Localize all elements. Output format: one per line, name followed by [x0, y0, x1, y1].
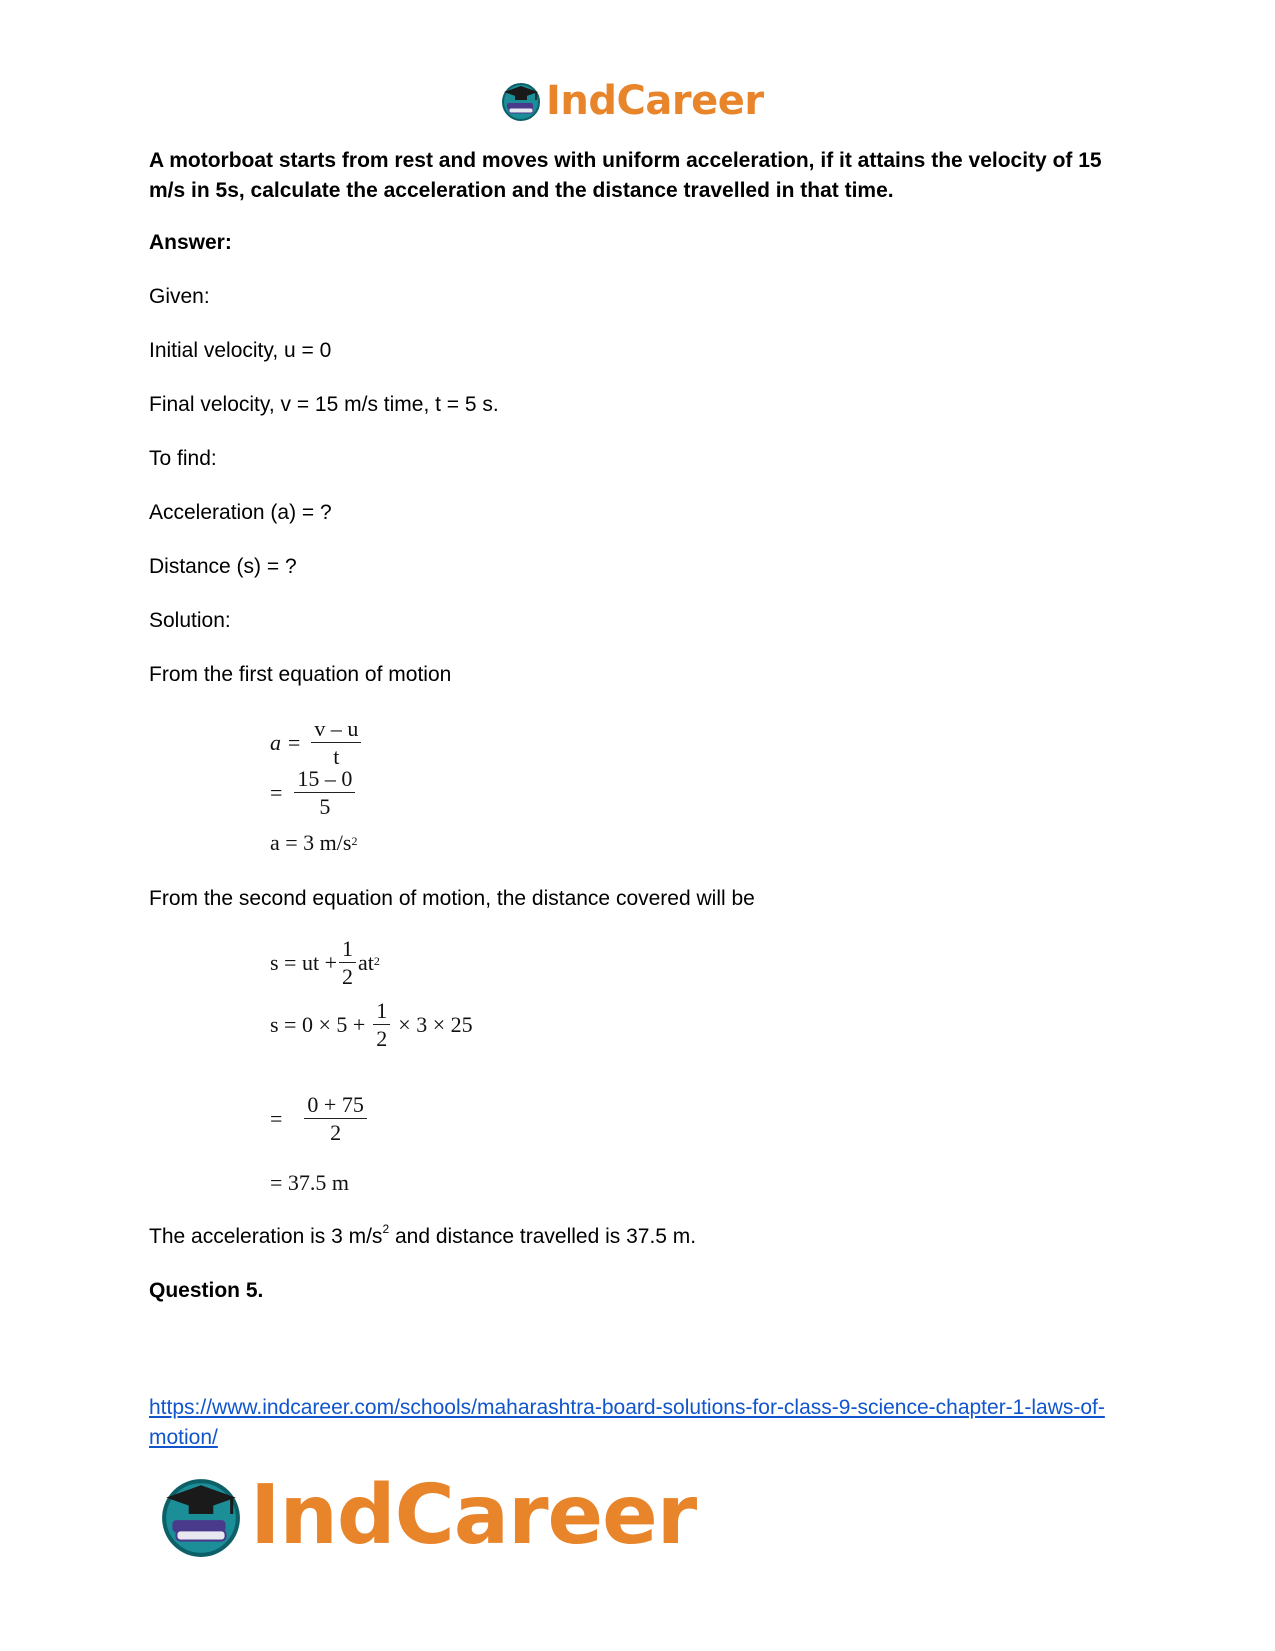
- eq1-frac1-numerator: v – u: [311, 718, 361, 743]
- initial-velocity: Initial velocity, u = 0: [149, 339, 332, 362]
- eq1-frac2-numerator: 15 – 0: [294, 768, 355, 793]
- eq1-result: a = 3 m/s: [270, 830, 352, 855]
- eq2-line1-denominator: 2: [342, 964, 353, 989]
- solution-label: Solution:: [149, 609, 231, 632]
- eq2-line2-suffix: × 3 × 25: [398, 1012, 473, 1037]
- eq2-line2-fraction: [373, 1000, 390, 1050]
- distance-find: Distance (s) = ?: [149, 555, 297, 578]
- conclusion-part-a: The acceleration is 3 m/s: [149, 1225, 383, 1248]
- eq1-lhs: a =: [270, 730, 302, 755]
- conclusion-part-b: and distance travelled is 37.5 m.: [389, 1225, 697, 1248]
- next-question-label: Question 5.: [149, 1279, 264, 1302]
- answer-label: Answer:: [149, 231, 232, 254]
- eq2-line1-fraction: [339, 938, 356, 988]
- eq2-line4-result: = 37.5 m: [270, 1170, 350, 1195]
- eq2-line1-suffix: at: [358, 950, 374, 975]
- eq2-line3-prefix: =: [270, 1106, 283, 1131]
- brand-logo-bottom: [158, 1468, 696, 1563]
- brand-name: IndCareer: [546, 78, 764, 124]
- first-equation-intro: From the first equation of motion: [149, 663, 452, 686]
- eq2-line1-numerator: 1: [339, 938, 356, 963]
- equation-block-distance: s = ut + $\frac{1}{2}$ at $^2$ s = 0 × 5 + $\frac{1}{2}$ × 3 × 25 = $\frac{0 + 75}{2}$ = 37.5 m: [270, 936, 473, 1195]
- source-url-link[interactable]: https://www.indcareer.com/schools/maharashtra-board-solutions-for-class-9-science-chapter-1-laws-of-motion/: [149, 1396, 1105, 1449]
- brand-name-large: IndCareer: [250, 1468, 697, 1563]
- brand-logo-top: [500, 78, 764, 124]
- question-text: A motorboat starts from rest and moves with uniform acceleration, if it attains the velocity of 15 m/s in 5s, calculate the acceleration and the distance travelled in that time.: [149, 149, 1102, 202]
- eq1-frac1-denominator: t: [333, 744, 340, 769]
- eq2-line3-fraction: [304, 1094, 366, 1144]
- eq2-line1-prefix: s = ut +: [270, 950, 337, 975]
- eq1-frac2-denominator: 5: [319, 794, 331, 819]
- given-label: Given:: [149, 285, 210, 308]
- eq1-fraction-2: [294, 768, 355, 818]
- second-equation-intro: From the second equation of motion, the distance covered will be: [149, 887, 755, 910]
- eq2-line3-denominator: 2: [330, 1120, 342, 1145]
- eq1-equals: =: [270, 780, 283, 805]
- graduation-book-globe-icon: [158, 1473, 244, 1559]
- conclusion-text: [149, 1222, 696, 1252]
- final-velocity: Final velocity, v = 15 m/s time, t = 5 s.: [149, 393, 499, 416]
- conclusion-exponent: 2: [382, 1222, 390, 1236]
- equation-block-acceleration: a = $\frac{v - u}{t}$ = $\frac{15 - 0}{5}$ a = 3 m/s $^2$: [270, 718, 470, 858]
- eq2-line3-numerator: 0 + 75: [304, 1094, 366, 1119]
- eq2-line2-numerator: 1: [373, 1000, 390, 1025]
- acceleration-find: Acceleration (a) = ?: [149, 501, 332, 524]
- eq2-line2-denominator: 2: [376, 1026, 388, 1051]
- to-find-label: To find:: [149, 447, 217, 470]
- eq2-line2-prefix: s = 0 × 5 +: [270, 1012, 366, 1037]
- eq1-fraction-1: [311, 718, 361, 768]
- graduation-book-globe-icon: [500, 80, 542, 122]
